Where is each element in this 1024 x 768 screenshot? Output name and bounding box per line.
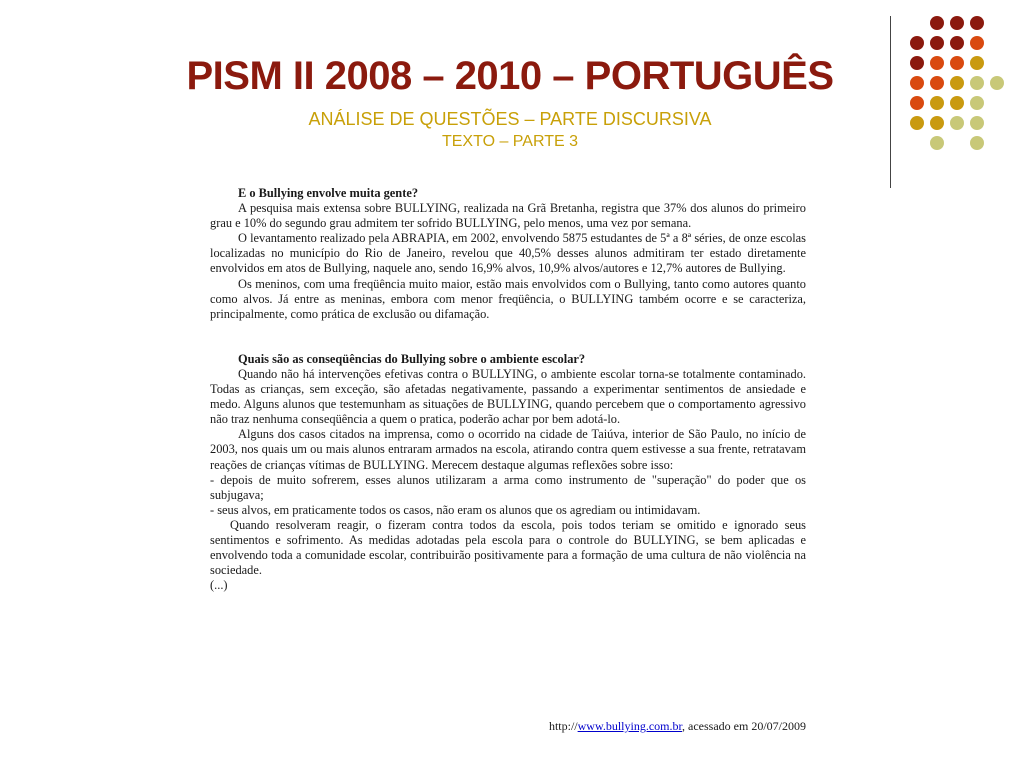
- decorative-dot: [950, 116, 964, 130]
- paragraph-7: - seus alvos, em praticamente todos os casos, não eram os alunos que os agrediam ou intimidavam.: [210, 502, 701, 517]
- decorative-dot: [930, 36, 944, 50]
- decorative-dot: [930, 136, 944, 150]
- decorative-dot: [950, 16, 964, 30]
- paragraph-2: O levantamento realizado pela ABRAPIA, em 2002, envolvendo 5875 estudantes de 5ª a 8ª séries, de onze escolas localizadas no município do Rio de Janeiro, revelou que 40,5% desses alunos admitiram ter estado diretamente envolvidos em atos de Bullying, naquele ano, sendo 16,9% alvos, 10,9% alvos/autores e 12,7% autores de Bullying.: [210, 231, 806, 276]
- ellipsis: (...): [210, 578, 228, 593]
- paragraph-8: Quando resolveram reagir, o fizeram contra todos da escola, pois todos teriam se omitido e ignorado seus sentimentos e sofrimento. As medidas adotadas pela escola para o controle do BULLYING, se bem aplicadas e envolvendo toda a comunidade escolar, contribuirão positivamente para a formação de uma cultura de não violência na sociedade.: [210, 517, 806, 578]
- section-heading-2: Quais são as conseqüências do Bullying sobre o ambiente escolar?: [238, 351, 586, 366]
- decorative-dot: [930, 76, 944, 90]
- decorative-dot: [990, 76, 1004, 90]
- decorative-dot: [930, 96, 944, 110]
- paragraph-4: Quando não há intervenções efetivas contra o BULLYING, o ambiente escolar torna-se totalmente contaminado. Todas as crianças, sem exceção, são afetadas negativamente, passando a experimentar sentimentos de ansiedade e medo. Alguns alunos que testemunham as situações de BULLYING, quando percebem que o comportamento agressivo não traz nenhuma conseqüência a quem o pratica, poderão achar por bem adotá-lo.: [210, 366, 806, 427]
- paragraph-6: - depois de muito sofrerem, esses alunos utilizaram a arma como instrumento de "superação" do poder que os subjugava;: [210, 472, 806, 502]
- decorative-dot: [950, 76, 964, 90]
- decorative-dot: [910, 76, 924, 90]
- section-gap: [210, 322, 806, 352]
- decorative-dot: [910, 96, 924, 110]
- paragraph-1: A pesquisa mais extensa sobre BULLYING, realizada na Grã Bretanha, registra que 37% dos alunos do primeiro grau e 10% do segundo grau admitem ter sofrido BULLYING, pelo menos, uma vez por semana.: [210, 201, 806, 231]
- decorative-dot: [930, 116, 944, 130]
- source-prefix: http://: [548, 719, 578, 733]
- decorative-dot: [930, 56, 944, 70]
- decorative-dot: [950, 36, 964, 50]
- decorative-dot: [970, 76, 984, 90]
- scanned-text-excerpt: [210, 186, 806, 593]
- decorative-dot: [950, 96, 964, 110]
- decorative-dot: [970, 116, 984, 130]
- decorative-dot: [930, 16, 944, 30]
- decorative-dot: [950, 56, 964, 70]
- decorative-dot: [970, 16, 984, 30]
- source-suffix: , acessado em 20/07/2009: [682, 719, 806, 733]
- decorative-dot: [910, 56, 924, 70]
- slide-title: PISM II 2008 – 2010 – PORTUGUÊS: [186, 54, 834, 98]
- slide-subtitle-part: TEXTO – PARTE 3: [441, 133, 579, 150]
- decorative-dot: [910, 116, 924, 130]
- source-citation: [420, 719, 806, 734]
- decorative-dot: [970, 56, 984, 70]
- decorative-dot: [970, 136, 984, 150]
- source-link[interactable]: www.bullying.com.br: [577, 719, 683, 733]
- decorative-dot: [970, 96, 984, 110]
- paragraph-5: Alguns dos casos citados na imprensa, como o ocorrido na cidade de Taiúva, interior de São Paulo, no início de 2003, nos quais um ou mais alunos entraram armados na escola, atirando contra quem estivesse a sua frente, retratavam reações de crianças vítimas de BULLYING. Merecem destaque algumas reflexões sobre isso:: [210, 427, 806, 472]
- decorative-dot: [910, 36, 924, 50]
- decorative-dot: [970, 36, 984, 50]
- section-heading-1: E o Bullying envolve muita gente?: [238, 186, 419, 200]
- decorative-divider: [890, 16, 891, 188]
- paragraph-3: Os meninos, com uma freqüência muito maior, estão mais envolvidos com o Bullying, tanto como autores quanto como alvos. Já entre as meninas, embora com menor freqüência, o BULLYING também ocorre e se caracteriza, principalmente, como prática de exclusão ou difamação.: [210, 276, 806, 321]
- slide-subtitle: ANÁLISE DE QUESTÕES – PARTE DISCURSIVA: [308, 109, 712, 129]
- decorative-dot-grid: [0, 0, 1024, 200]
